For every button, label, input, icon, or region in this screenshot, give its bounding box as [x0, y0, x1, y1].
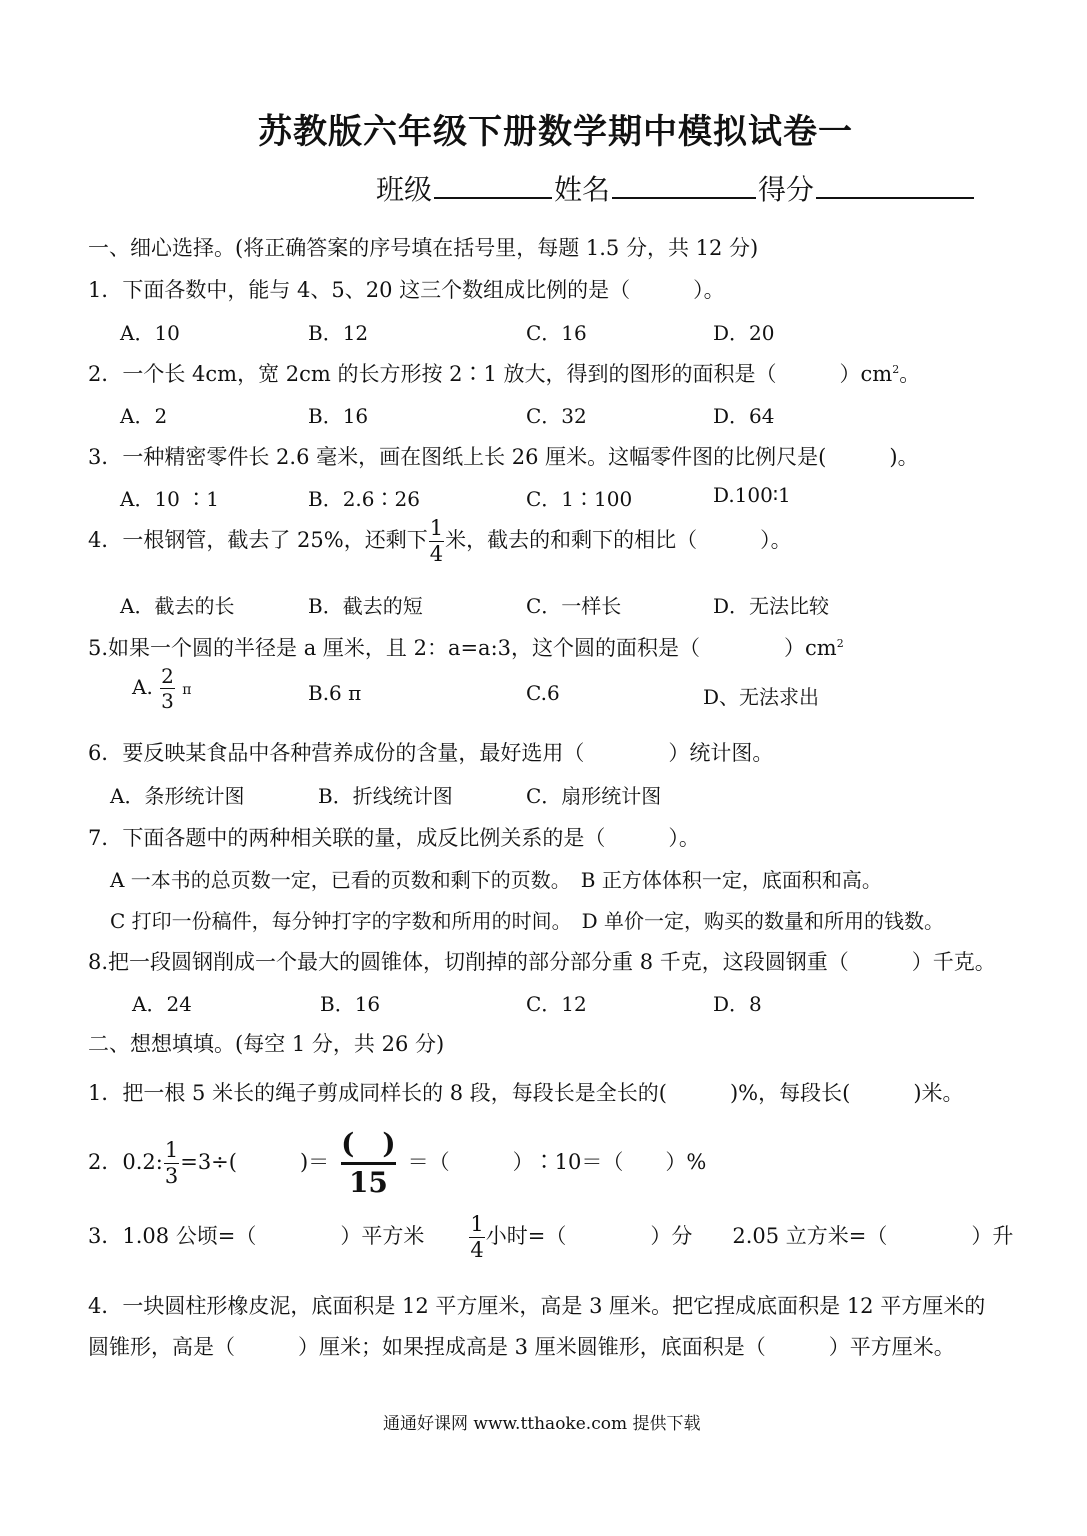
- name-label: 姓名: [554, 173, 611, 206]
- q1-5-option-a[interactable]: [132, 666, 191, 711]
- option-a-fraction: [160, 666, 175, 711]
- fraction-numerator: 1: [470, 1212, 484, 1236]
- student-info-header: [376, 168, 976, 208]
- q1-3-text: 3．一种精密零件长 2.6 毫米，画在图纸上长 26 厘米。这幅零件图的比例尺是( )。: [88, 445, 919, 469]
- option-a-label: A.: [132, 675, 153, 699]
- q1-2-text-end: 。: [899, 362, 921, 386]
- fraction-numerator: 2: [161, 664, 174, 688]
- q2-3-part-1: 3．1.08 公顷=（ ）平方米: [88, 1224, 425, 1248]
- q2-1-text: 1．把一根 5 米长的绳子剪成同样长的 8 段，每段长是全长的( )%，每段长( )米。: [88, 1081, 964, 1105]
- pi-symbol: π: [182, 682, 192, 698]
- q1-5-superscript: 2: [836, 637, 844, 650]
- q1-1-option-b[interactable]: B．12: [308, 321, 369, 345]
- q1-1-option-d[interactable]: D．20: [713, 321, 775, 345]
- q1-5-option-c[interactable]: C.6: [526, 681, 560, 705]
- fraction-denominator: 4: [470, 1238, 484, 1262]
- q1-8-option-b[interactable]: B．16: [320, 992, 381, 1016]
- section2-heading: 二、想想填填。(每空 1 分，共 26 分): [88, 1032, 445, 1056]
- fraction-denominator: 15: [341, 1162, 396, 1197]
- q1-6-option-b[interactable]: B．折线统计图: [318, 784, 453, 808]
- q1-2-option-a[interactable]: A．2: [120, 404, 168, 428]
- q1-8-option-d[interactable]: D．8: [713, 992, 762, 1016]
- name-blank[interactable]: [612, 196, 756, 199]
- q1-7-options-cd[interactable]: C 打印一份稿件，每分钟打字的字数和所用的时间。 D 单价一定，购买的数量和所用的钱数。: [110, 909, 945, 933]
- class-label: 班级: [376, 173, 433, 206]
- q2-2-text-mid: =3÷( )＝: [180, 1150, 330, 1174]
- q1-2-superscript: 2: [892, 363, 900, 376]
- fraction-denominator: 4: [429, 542, 444, 566]
- q1-6-text: 6．要反映某食品中各种营养成份的含量，最好选用（ ）统计图。: [88, 741, 774, 765]
- q1-4-text: [88, 518, 792, 565]
- q1-8-option-c[interactable]: C．12: [526, 992, 587, 1016]
- q1-6-option-a[interactable]: A．条形统计图: [110, 784, 245, 808]
- q1-3-option-d[interactable]: D.100∶1: [713, 483, 791, 507]
- q1-4-option-b[interactable]: B．截去的短: [308, 594, 423, 618]
- fraction-numerator: 1: [164, 1138, 179, 1162]
- fraction-numerator: 1: [429, 516, 444, 540]
- q2-4-line-1: 4．一块圆柱形橡皮泥，底面积是 12 平方厘米，高是 3 厘米。把它捏成底面积是 12 平方厘米的: [88, 1294, 986, 1318]
- q1-1-option-c[interactable]: C．16: [526, 321, 587, 345]
- q1-4-fraction: [429, 518, 444, 565]
- q1-8-option-a[interactable]: A．24: [132, 992, 192, 1016]
- q2-3-part-3: 2.05 立方米=（ ）升: [732, 1224, 1014, 1248]
- q1-3-option-a[interactable]: A．10 ∶1: [120, 487, 219, 511]
- fraction-numerator: ( ): [341, 1127, 396, 1160]
- score-blank[interactable]: [816, 196, 974, 199]
- q2-4-line-2: 圆锥形，高是（ ）厘米；如果捏成高是 3 厘米圆锥形，底面积是（ ）平方厘米。: [88, 1335, 955, 1359]
- q2-3-part-2: 小时=（ ）分: [485, 1224, 693, 1248]
- q1-3-option-b[interactable]: B．2.6∶26: [308, 487, 420, 511]
- q1-5-option-b[interactable]: B.6 π: [308, 681, 362, 705]
- score-label: 得分: [758, 173, 815, 206]
- q1-5-text: [88, 632, 844, 662]
- fraction-denominator: 3: [164, 1164, 179, 1188]
- q2-3-fraction: [469, 1214, 484, 1261]
- q1-5-text-main: 5.如果一个圆的半径是 a 厘米，且 2：a=a:3，这个圆的面积是（ ）cm: [88, 636, 837, 660]
- q1-8-text: 8.把一段圆钢削成一个最大的圆锥体，切削掉的部分部分重 8 千克，这段圆钢重（ ）千克。: [88, 950, 996, 974]
- q1-4-option-a[interactable]: A．截去的长: [120, 594, 235, 618]
- footer-text: 通通好课网 www.tthaoke.com 提供下载: [383, 1414, 701, 1434]
- q1-1-text: 1．下面各数中，能与 4、5、20 这三个数组成比例的是（ ）。: [88, 278, 725, 302]
- q1-2-option-b[interactable]: B．16: [308, 404, 369, 428]
- q1-4-option-c[interactable]: C．一样长: [526, 594, 622, 618]
- q1-7-text: 7．下面各题中的两种相关联的量，成反比例关系的是（ ）。: [88, 826, 700, 850]
- q1-7-options-ab[interactable]: A 一本书的总页数一定，已看的页数和剩下的页数。 B 正方体体积一定，底面积和高。: [110, 868, 882, 892]
- q1-2-option-c[interactable]: C．32: [526, 404, 587, 428]
- q1-2-text-main: 2．一个长 4cm，宽 2cm 的长方形按 2∶1 放大，得到的图形的面积是（ ）cm: [88, 362, 893, 386]
- q1-3-option-c[interactable]: C．1∶100: [526, 487, 633, 511]
- q1-2-option-d[interactable]: D．64: [713, 404, 775, 428]
- q1-2-text: [88, 358, 920, 388]
- q2-2-big-fraction: [335, 1127, 402, 1199]
- q1-4-option-d[interactable]: D．无法比较: [713, 594, 830, 618]
- q1-4-text-end: 米，截去的和剩下的相比（ ）。: [445, 528, 792, 552]
- q2-3-text: [88, 1214, 1013, 1261]
- q1-6-option-c[interactable]: C．扇形统计图: [526, 784, 662, 808]
- q2-2-fraction: [164, 1140, 179, 1187]
- q2-2-text-end: ＝（ ）∶10＝（ ）%: [407, 1150, 707, 1174]
- q2-2-text: [88, 1127, 707, 1199]
- fraction-denominator: 3: [161, 689, 174, 713]
- q2-2-text-start: 2．0.2:: [88, 1150, 163, 1174]
- q1-5-option-d[interactable]: D、无法求出: [703, 685, 820, 709]
- page-title: 苏教版六年级下册数学期中模拟试卷一: [258, 112, 853, 152]
- q1-4-text-main: 4．一根钢管，截去了 25%，还剩下: [88, 528, 428, 552]
- class-blank[interactable]: [434, 196, 552, 199]
- section1-heading: 一、细心选择。(将正确答案的序号填在括号里，每题 1.5 分，共 12 分): [88, 236, 759, 260]
- q1-1-option-a[interactable]: A．10: [120, 321, 180, 345]
